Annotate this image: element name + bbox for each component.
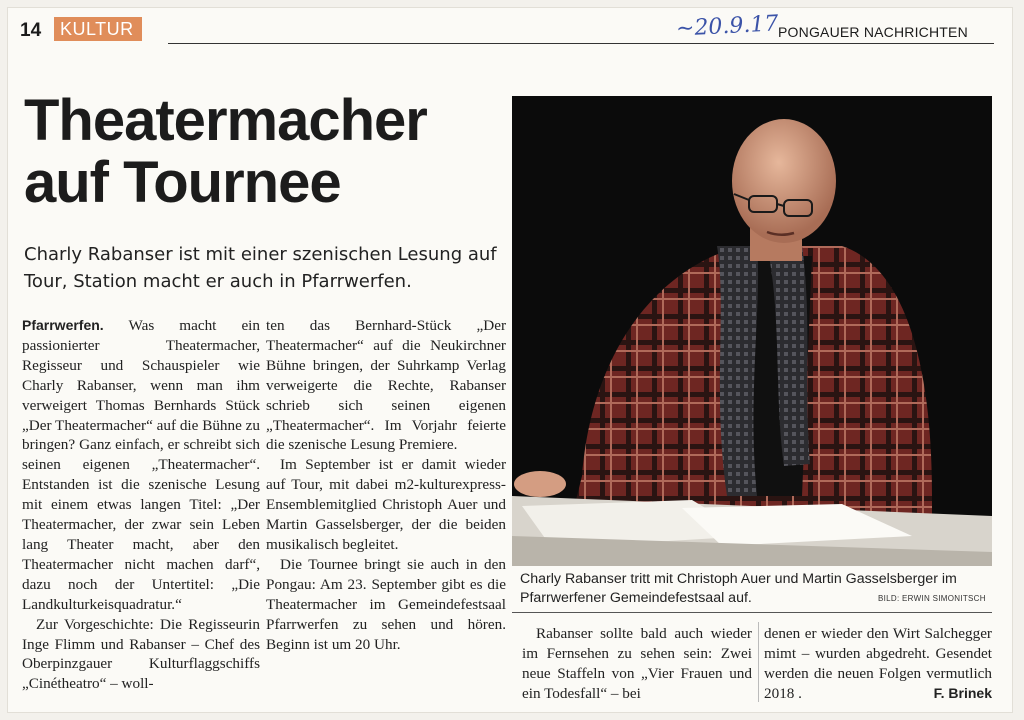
- lede: Charly Rabanser ist mit einer szenischen Lesung auf Tour, Station macht er auch in Pfarrwerfen.: [24, 244, 497, 292]
- performer-illustration: [512, 96, 992, 566]
- column-2: [266, 316, 506, 654]
- col4-paragraph-1: denen er wieder den Wirt Salchegger mimt – wurden abgedreht. Gesendet werden die neuen Folgen vermutlich 2018 .: [764, 625, 992, 702]
- col2-paragraph-2: Im September ist er damit wieder auf Tour, mit dabei m2-kulturexpress-Ensemblemitglied Christoph Auer und Martin Gasselsberger, der die beiden musikalisch begleitet.: [266, 456, 506, 553]
- section-tag: KULTUR: [54, 17, 142, 41]
- handwritten-date: ~20.9.17: [675, 11, 779, 42]
- headline: [24, 90, 504, 214]
- col1-paragraph-1: Was macht ein passionierter Theatermacher, Regisseur und Schauspieler wie Charly Rabanser, wenn man ihm verweigert Thomas Bernhards Stück „Der Theatermacher“ auf die Bühne zu bringen? Ganz einfach, er schreibt sich seinen eigenen „Theatermacher“. Entstanden ist die szenische Lesung mit einem etwas langen Titel: „Der Theatermacher, der zwar sein Leben lang Theater macht, aber den Theatermacher nicht machen darf“, dazu noch der Untertitel: „Die Landkulturkeisquadratur.“: [22, 317, 260, 613]
- caption-divider: [512, 612, 992, 613]
- publication-name: PONGAUER NACHRICHTEN: [778, 24, 968, 40]
- photo-credit: BILD: ERWIN SIMONITSCH: [878, 594, 986, 603]
- photo-caption: Charly Rabanser tritt mit Christoph Auer und Martin Gasselsberger im Pfarrwerfener Gemeindefestsaal auf.: [520, 571, 957, 606]
- col2-paragraph-3: Die Tournee bringt sie auch in den Pongau: Am 23. September gibt es die Theatermacher im Gemeindefestsaal Pfarrwerfen zu sehen und hören. Beginn ist um 20 Uhr.: [266, 555, 506, 653]
- col1-paragraph-2: Zur Vorgeschichte: Die Regisseurin Inge Flimm und Rabanser – Chef des Oberpinzgauer Kulturflaggschiffs „Cinétheatro“ – woll-: [22, 615, 260, 693]
- column-4: [764, 624, 992, 704]
- dateline: Pfarrwerfen.: [22, 317, 104, 333]
- author-byline: F. Brinek: [933, 684, 992, 701]
- header-rule: [168, 43, 994, 44]
- column-3: [522, 624, 752, 704]
- col3-paragraph-1: Rabanser sollte bald auch wieder im Fernsehen zu sehen sein: Zwei neue Staffeln von „Vier Frauen und ein Todesfall“ – bei: [522, 625, 752, 702]
- headline-line-1: Theatermacher: [24, 88, 427, 153]
- column-1: [22, 316, 260, 694]
- page-number: 14: [20, 20, 42, 41]
- headline-line-2: auf Tournee: [24, 150, 341, 215]
- article-photo: [512, 96, 992, 566]
- column-separator: [758, 622, 759, 702]
- col2-paragraph-1: ten das Bernhard-Stück „Der Theatermacher“ auf die Neukirchner Bühne bringen, der Suhrkamp Verlag verweigerte die Rechte, Rabanser schrieb sich seinen eigenen „Theatermacher“. Im Vorjahr feierte die szenische Lesung Premiere.: [266, 317, 506, 454]
